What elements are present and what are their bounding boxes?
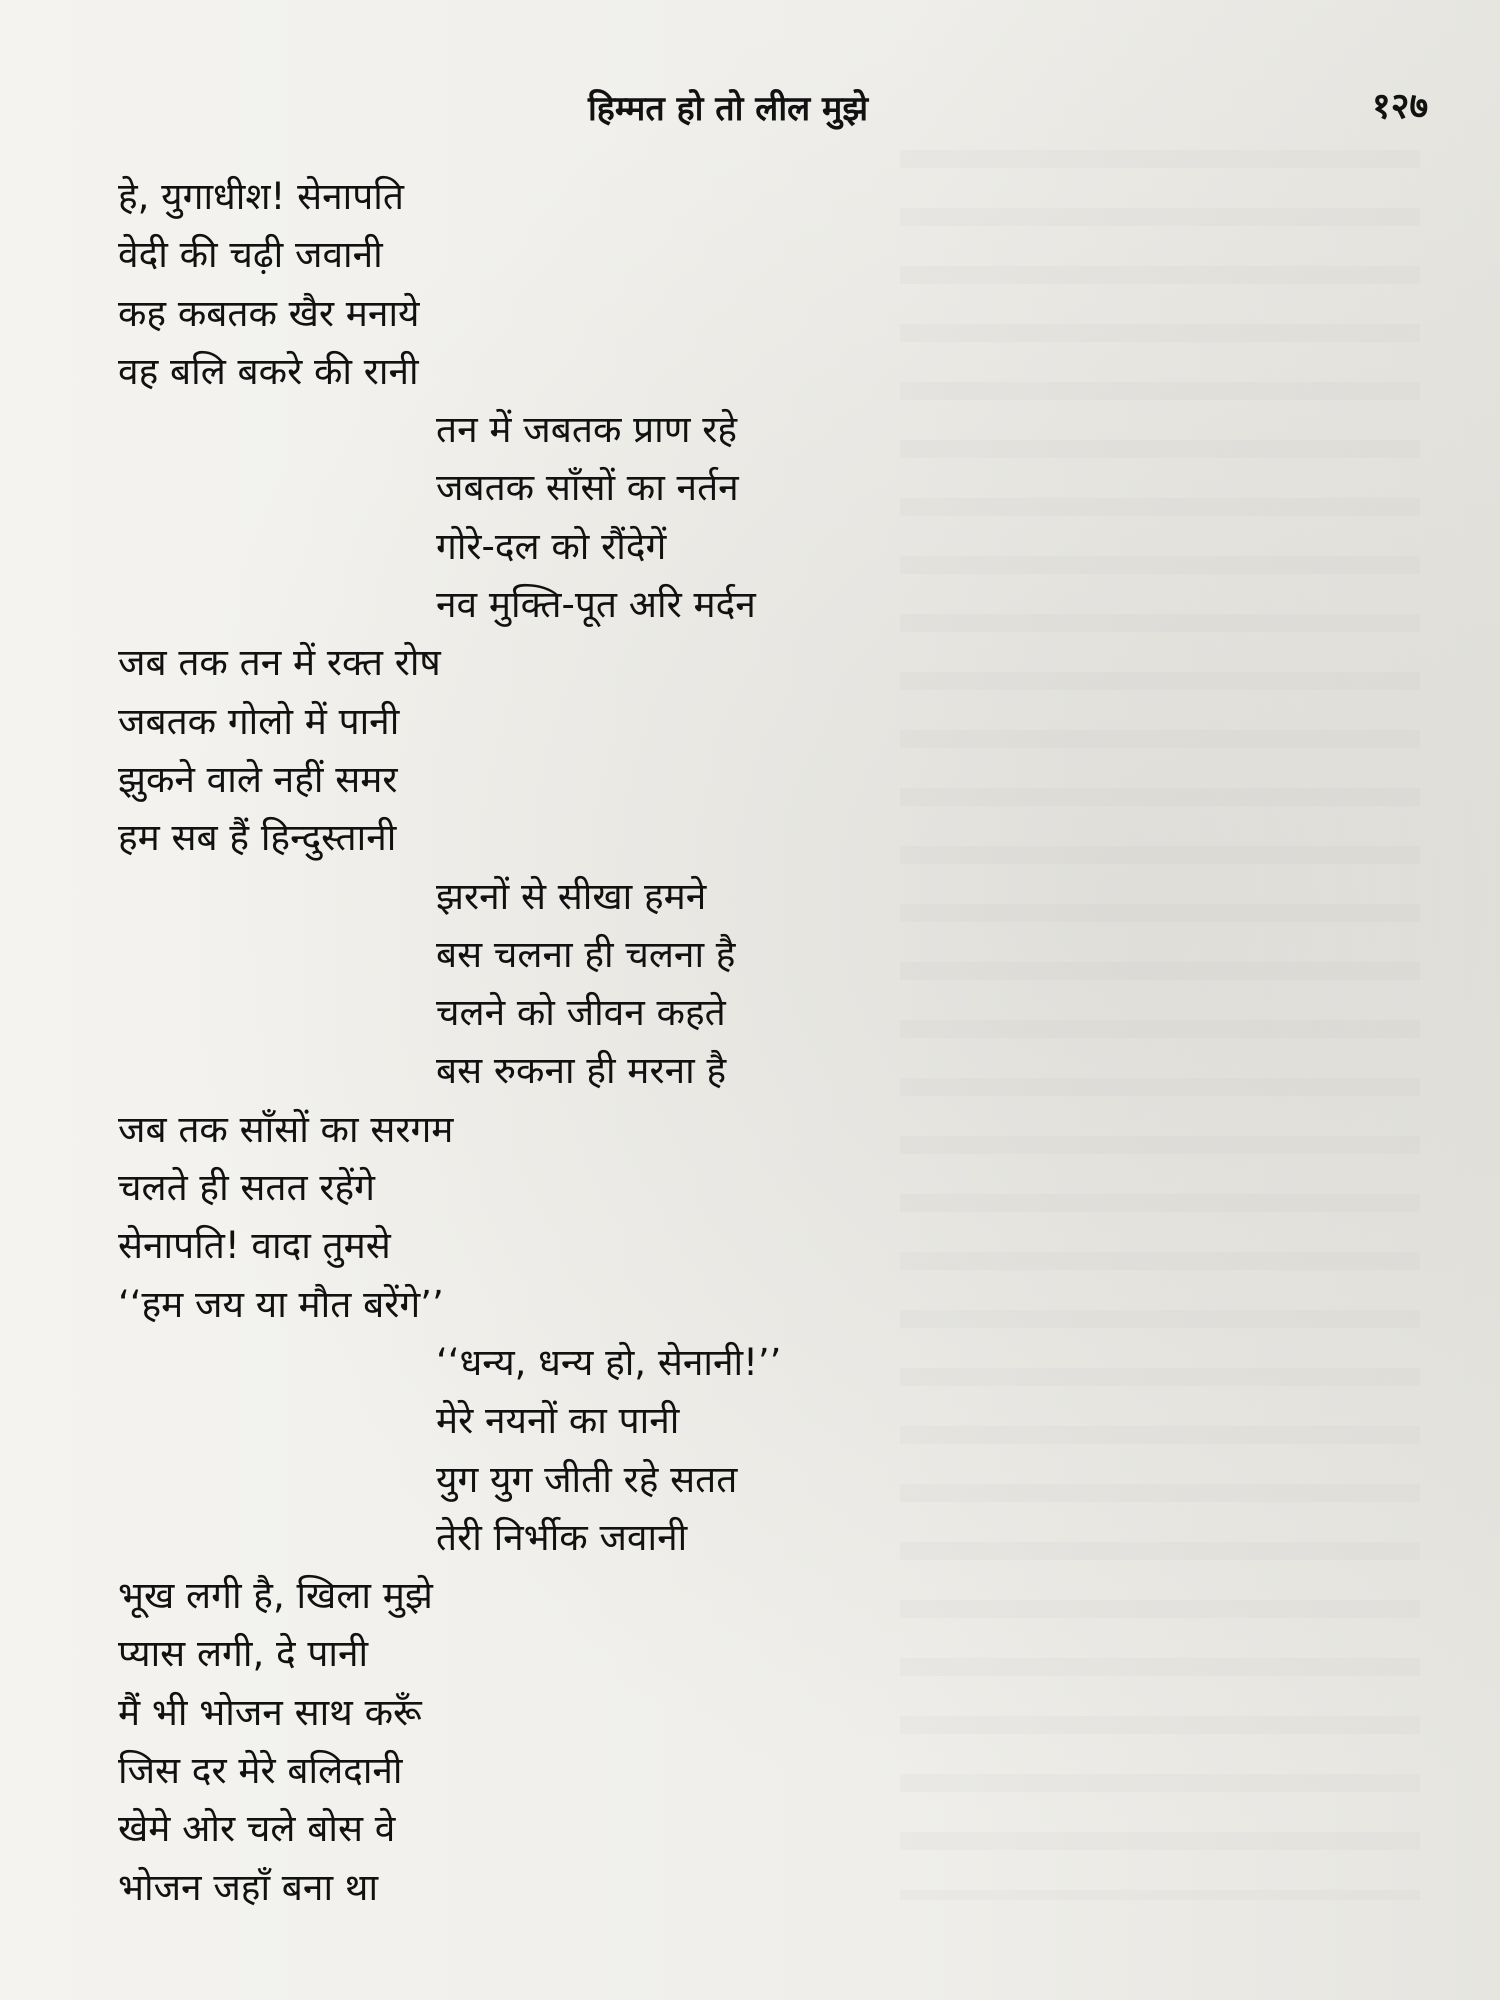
poem-line: गोरे-दल को रौंदेगें (436, 524, 667, 568)
poem-line: नव मुक्ति-पूत अरि मर्दन (436, 583, 756, 627)
poem-line: ‘‘धन्य, धन्य हो, सेनानी!’’ (436, 1340, 782, 1384)
poem-line: झरनों से सीखा हमने (436, 874, 707, 918)
running-header-title: हिम्मत हो तो लील मुझे (588, 89, 869, 129)
poem-line: मेरे नयनों का पानी (436, 1399, 680, 1443)
poem-line: जबतक साँसों का नर्तन (436, 466, 739, 510)
poem-line: चलते ही सतत रहेंगे (118, 1166, 375, 1210)
poem-line: भोजन जहाँ बना था (118, 1865, 379, 1909)
poem-line: चलने को जीवन कहते (436, 991, 726, 1035)
poem-line: जब तक तन में रक्त रोष (118, 641, 441, 685)
stanza-6 (118, 1334, 1118, 1567)
poem-line: हे, युगाधीश! सेनापति (118, 175, 404, 218)
poem-line: सेनापति! वादा तुमसे (118, 1224, 391, 1268)
poem-line: वह बलि बकरे की रानी (118, 349, 419, 393)
poem-line: मैं भी भोजन साथ करूँ (118, 1690, 422, 1734)
poem-line: हम सब हैं हिन्दुस्तानी (118, 816, 397, 860)
stanza-3 (118, 634, 1118, 867)
poem-line: तेरी निर्भीक जवानी (436, 1515, 688, 1559)
poem-line: भूख लगी है, खिला मुझे (118, 1574, 433, 1618)
poem-line: प्यास लगी, दे पानी (118, 1632, 369, 1676)
stanza-5 (118, 1101, 1118, 1334)
stanza-7 (118, 1567, 1118, 1917)
poem-line: झुकने वाले नहीं समर (118, 757, 398, 801)
poem-line: तन में जबतक प्राण रहे (436, 408, 738, 452)
poem-line: युग युग जीती रहे सतत (436, 1457, 738, 1501)
poem-line: कह कबतक खैर मनाये (118, 291, 420, 335)
poem-line: खेमे ओर चले बोस वे (118, 1807, 396, 1851)
stanza-4 (118, 868, 1118, 1101)
poem-line: बस चलना ही चलना है (436, 932, 736, 976)
page-number: १२७ (1372, 86, 1429, 127)
poem-line: वेदी की चढ़ी जवानी (118, 233, 383, 277)
stanza-1 (118, 168, 1118, 401)
poem-line: जब तक साँसों का सरगम (118, 1107, 454, 1151)
poem-line: जबतक गोलो में पानी (118, 699, 400, 743)
stanza-2 (118, 401, 1118, 634)
poem-line: ‘‘हम जय या मौत बरेंगे’’ (118, 1282, 444, 1326)
poem-line: जिस दर मेरे बलिदानी (118, 1749, 403, 1793)
poem-body (118, 168, 1118, 1917)
poem-line: बस रुकना ही मरना है (436, 1049, 727, 1093)
